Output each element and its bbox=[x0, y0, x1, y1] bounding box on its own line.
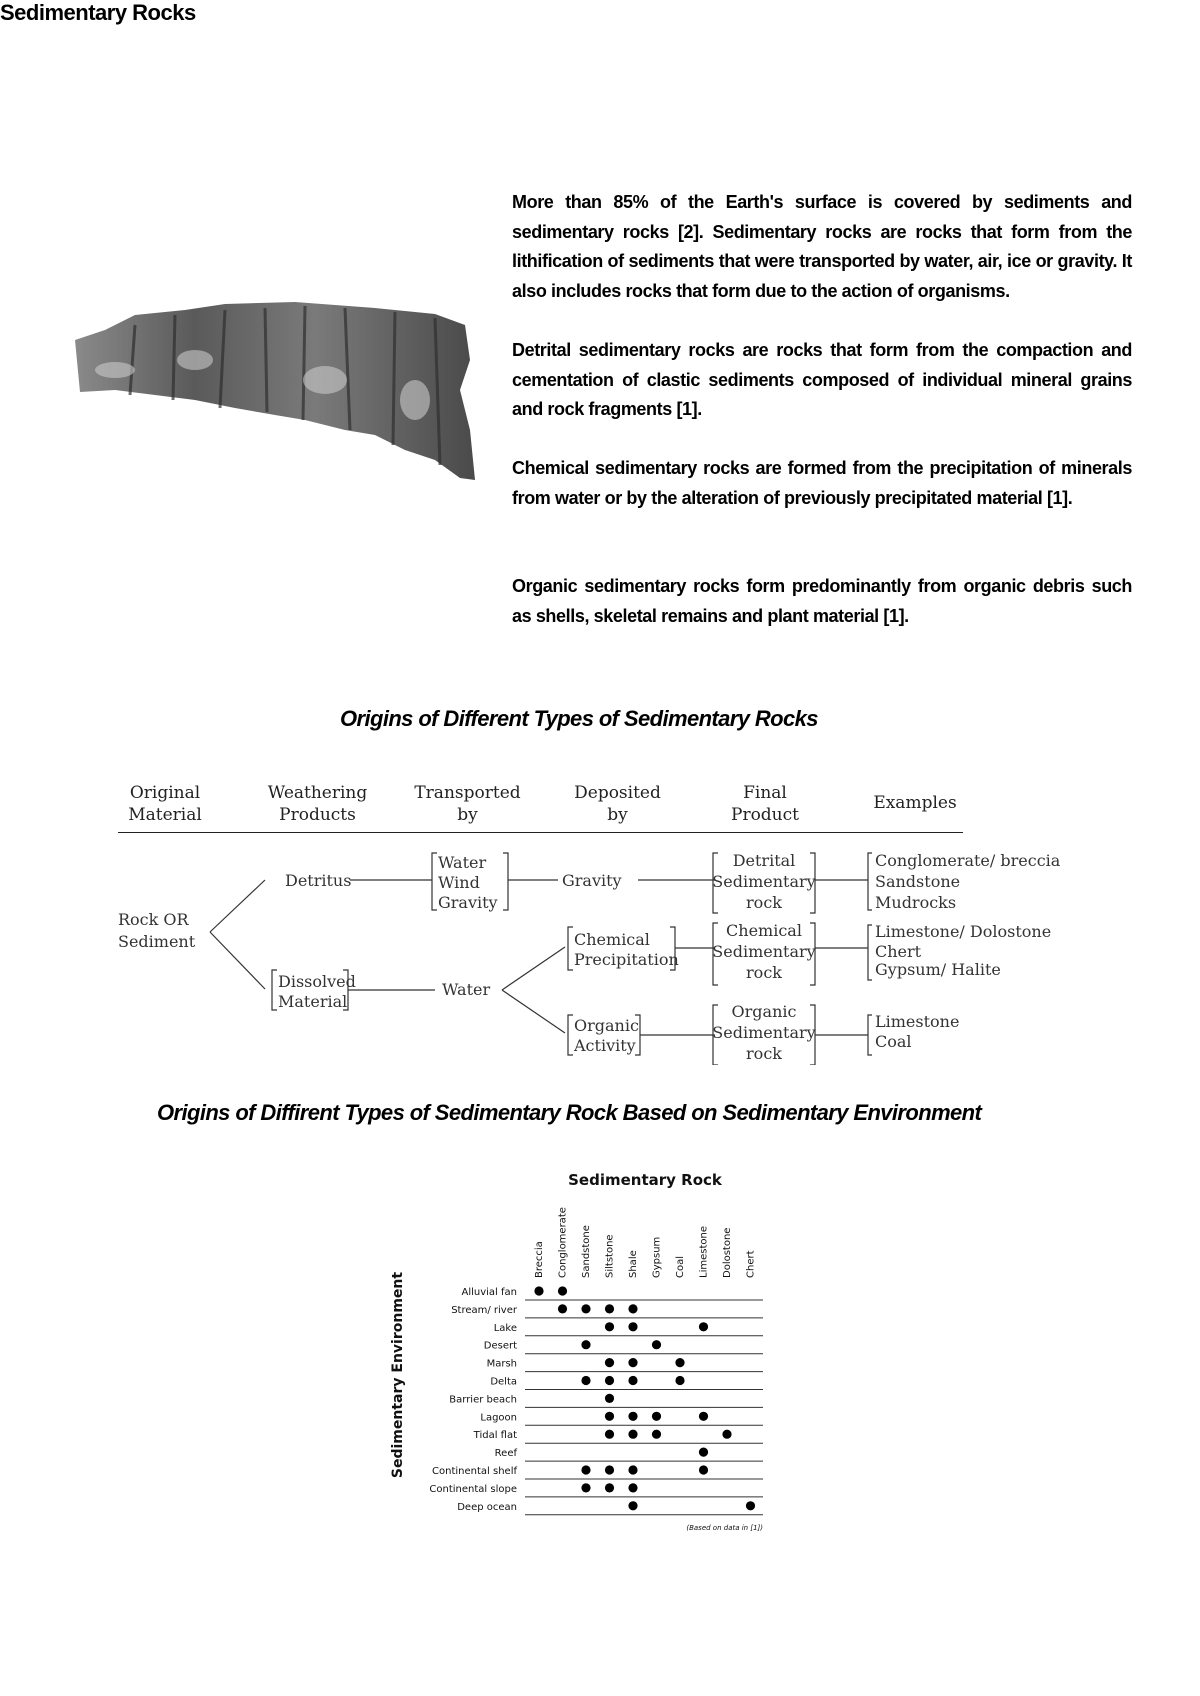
example-coal: Coal bbox=[875, 1032, 912, 1051]
rock-column-label: Dolostone bbox=[722, 1227, 733, 1278]
occurrence-dot bbox=[746, 1501, 755, 1510]
detritus-label: Detritus bbox=[285, 871, 352, 890]
product-organic-3: rock bbox=[746, 1044, 782, 1063]
environment-row-label: Reef bbox=[494, 1448, 517, 1460]
product-chemical-2: Sedimentary bbox=[712, 942, 816, 961]
environment-rock-matrix bbox=[385, 1165, 765, 1535]
rock-column-label: Gypsum bbox=[651, 1236, 663, 1278]
example-gypsum-halite: Gypsum/ Halite bbox=[875, 960, 1001, 979]
environment-row-label: Delta bbox=[490, 1376, 517, 1388]
occurrence-dot bbox=[605, 1465, 614, 1474]
organic-activity-2: Activity bbox=[574, 1036, 636, 1055]
header-transported-by: Transported by bbox=[414, 783, 521, 825]
environment-row-label: Barrier beach bbox=[449, 1394, 517, 1406]
product-organic-1: Organic bbox=[731, 1002, 797, 1021]
chemical-paragraph: Chemical sedimentary rocks are formed from the precipitation of minerals from water or by the alteration of previously precipitated material [1]. bbox=[512, 458, 1132, 508]
header-final-product: Final Product bbox=[731, 783, 799, 825]
header-examples: Examples bbox=[873, 793, 957, 813]
environment-heading: Origins of Diffirent Types of Sedimentary Rock Based on Sedimentary Environment bbox=[157, 1100, 982, 1125]
rock-column-label: Siltstone bbox=[604, 1234, 616, 1278]
rock-column-label: Coal bbox=[675, 1255, 686, 1278]
occurrence-dot bbox=[722, 1430, 731, 1439]
intro-paragraph: More than 85% of the Earth's surface is covered by sediments and sedimentary rocks [2]. Sedimentary rocks are rocks that form from the lithification of sediments that were transported by water, air, ice or gravity. It also includes rocks that form due to the action of organisms. bbox=[512, 192, 1132, 301]
occurrence-dot bbox=[628, 1376, 637, 1385]
transport-water: Water bbox=[438, 853, 487, 872]
transport-wind: Wind bbox=[438, 873, 480, 892]
occurrence-dot bbox=[558, 1286, 567, 1295]
occurrence-dot bbox=[581, 1340, 590, 1349]
product-organic-2: Sedimentary bbox=[712, 1023, 816, 1042]
occurrence-dot bbox=[605, 1430, 614, 1439]
occurrence-dot bbox=[699, 1322, 708, 1331]
occurrence-dot bbox=[628, 1304, 637, 1313]
occurrence-dot bbox=[675, 1358, 684, 1367]
dissolved-label-1: Dissolved bbox=[278, 972, 356, 991]
organic-activity-1: Organic bbox=[574, 1016, 639, 1035]
water-label: Water bbox=[442, 980, 491, 999]
product-detrital-2: Sedimentary bbox=[712, 872, 816, 891]
occurrence-dot bbox=[652, 1412, 661, 1421]
occurrence-dot bbox=[558, 1304, 567, 1313]
rock-outcrop-image bbox=[75, 300, 475, 495]
occurrence-dot bbox=[652, 1340, 661, 1349]
environment-row-label: Continental shelf bbox=[432, 1466, 517, 1477]
occurrence-dot bbox=[581, 1465, 590, 1474]
example-limestone: Limestone bbox=[875, 1012, 960, 1031]
occurrence-dot bbox=[605, 1358, 614, 1367]
product-chemical-3: rock bbox=[746, 963, 782, 982]
occurrence-dot bbox=[605, 1483, 614, 1492]
product-detrital-1: Detrital bbox=[732, 851, 796, 870]
chem-precip-2: Precipitation bbox=[574, 950, 679, 969]
flow-heading: Origins of Different Types of Sedimentary Rocks bbox=[340, 706, 818, 731]
rock-column-label: Sandstone bbox=[581, 1225, 592, 1278]
example-mudrocks: Mudrocks bbox=[875, 893, 957, 912]
occurrence-dot bbox=[605, 1394, 614, 1403]
occurrence-dot bbox=[628, 1412, 637, 1421]
matrix-title: Sedimentary Rock bbox=[568, 1171, 722, 1189]
occurrence-dot bbox=[628, 1501, 637, 1510]
gravity-label: Gravity bbox=[562, 871, 622, 890]
occurrence-dot bbox=[534, 1286, 543, 1295]
rock-column-label: Conglomerate bbox=[557, 1207, 569, 1278]
occurrence-dot bbox=[581, 1483, 590, 1492]
occurrence-dot bbox=[581, 1376, 590, 1385]
rock-column-label: Chert bbox=[745, 1250, 757, 1278]
environment-row-label: Lake bbox=[493, 1322, 517, 1334]
example-limestone-dolostone: Limestone/ Dolostone bbox=[875, 922, 1052, 941]
occurrence-dot bbox=[628, 1358, 637, 1367]
occurrence-dot bbox=[699, 1465, 708, 1474]
occurrence-dot bbox=[605, 1376, 614, 1385]
matrix-source-note: (Based on data in [1]) bbox=[686, 1524, 763, 1532]
occurrence-dot bbox=[581, 1304, 590, 1313]
rock-column-label: Breccia bbox=[534, 1241, 545, 1278]
header-original-material: Original Material bbox=[128, 783, 202, 825]
example-sandstone: Sandstone bbox=[875, 872, 961, 891]
matrix-y-title: Sedimentary Environment bbox=[390, 1271, 406, 1479]
occurrence-dot bbox=[628, 1430, 637, 1439]
environment-row-label: Marsh bbox=[486, 1358, 517, 1370]
chem-precip-1: Chemical bbox=[574, 930, 650, 949]
occurrence-dot bbox=[605, 1322, 614, 1331]
environment-row-label: Tidal flat bbox=[473, 1430, 517, 1442]
origins-flowchart bbox=[110, 765, 1070, 1065]
occurrence-dot bbox=[605, 1412, 614, 1421]
environment-row-label: Stream/ river bbox=[451, 1304, 517, 1316]
occurrence-dot bbox=[675, 1376, 684, 1385]
occurrence-dot bbox=[628, 1322, 637, 1331]
header-weathering-products: Weathering Products bbox=[267, 783, 368, 825]
occurrence-dot bbox=[605, 1304, 614, 1313]
page-title: Sedimentary Rocks bbox=[0, 0, 196, 25]
occurrence-dot bbox=[699, 1412, 708, 1421]
environment-row-label: Deep ocean bbox=[457, 1501, 517, 1513]
occurrence-dot bbox=[628, 1465, 637, 1474]
rock-column-label: Shale bbox=[628, 1250, 639, 1278]
occurrence-dot bbox=[699, 1448, 708, 1457]
occurrence-dot bbox=[628, 1483, 637, 1492]
header-deposited-by: Deposited by bbox=[574, 783, 661, 825]
origin-label-2: Sediment bbox=[118, 932, 196, 951]
example-conglomerate: Conglomerate/ breccia bbox=[875, 851, 1061, 870]
example-chert: Chert bbox=[875, 942, 922, 961]
environment-row-label: Lagoon bbox=[480, 1412, 517, 1424]
occurrence-dot bbox=[652, 1430, 661, 1439]
organic-paragraph: Organic sedimentary rocks form predominantly from organic debris such as shells, skeletal remains and plant material [1]. bbox=[512, 576, 1132, 626]
environment-row-label: Alluvial fan bbox=[461, 1287, 517, 1298]
product-detrital-3: rock bbox=[746, 893, 782, 912]
origin-label-1: Rock OR bbox=[118, 910, 189, 929]
product-chemical-1: Chemical bbox=[726, 921, 802, 940]
dissolved-label-2: Material bbox=[278, 992, 348, 1011]
environment-row-label: Desert bbox=[483, 1340, 517, 1352]
rock-column-label: Limestone bbox=[698, 1226, 710, 1278]
transport-gravity: Gravity bbox=[438, 893, 498, 912]
environment-row-label: Continental slope bbox=[429, 1483, 517, 1495]
detrital-paragraph: Detrital sedimentary rocks are rocks that form from the compaction and cementation of clastic sediments composed of individual mineral grains and rock fragments [1]. bbox=[512, 340, 1132, 419]
